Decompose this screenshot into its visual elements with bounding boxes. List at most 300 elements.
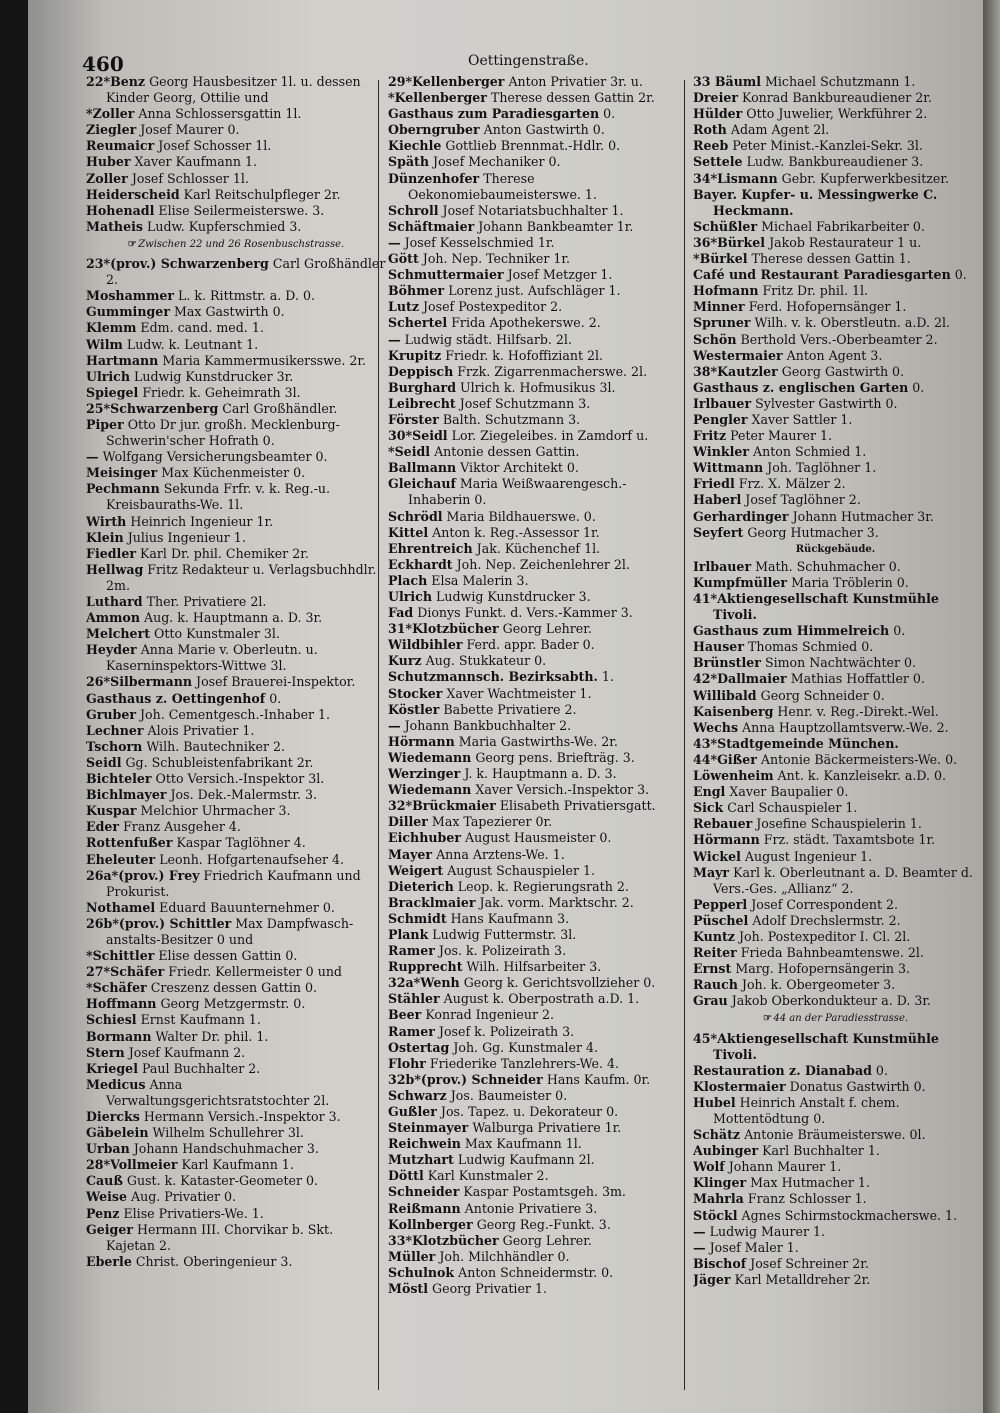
section-subheading: Rückgebäude.	[795, 543, 876, 555]
entry-surname: Ammon	[86, 610, 140, 626]
directory-entry	[388, 1024, 686, 1040]
directory-entry	[86, 74, 386, 106]
entry-surname: Cauß	[86, 1173, 123, 1189]
directory-entry	[86, 369, 386, 385]
directory-entry	[86, 465, 386, 481]
entry-surname: Schäftmaier	[388, 218, 475, 234]
entry-details: Marg. Hofopernsängerin 3.	[731, 961, 911, 977]
directory-entry	[693, 832, 978, 848]
directory-entry	[388, 863, 686, 879]
directory-entry	[86, 138, 386, 154]
entry-details: Paul Buchhalter 2.	[137, 1060, 261, 1076]
entry-details: Anna Marie v. Oberleutn. u. Kaserninspektors-Wittwe 3l.	[106, 642, 318, 674]
entry-details: 0.	[265, 690, 282, 706]
entry-details: Sekunda Frfr. v. k. Reg.-u. Kreisbauraths-We. 1l.	[106, 481, 330, 513]
directory-entry	[693, 154, 978, 170]
entry-details: Otto Versich.-Inspektor 3l.	[151, 771, 325, 787]
directory-entry	[693, 591, 978, 623]
entry-details: Frieda Bahnbeamtenswe. 2l.	[736, 945, 924, 961]
entry-details: Mathias Hoffattler 0.	[786, 671, 925, 687]
directory-entry	[388, 927, 686, 943]
entry-surname: 26a*(prov.) Frey	[86, 867, 200, 883]
directory-entry	[388, 798, 686, 814]
entry-surname: Urban	[86, 1141, 130, 1157]
running-title: Oettingenstraße.	[468, 53, 589, 69]
entry-details: Melchior Uhrmacher 3.	[136, 803, 291, 819]
entry-surname: —	[388, 234, 401, 250]
entry-surname: *Zoller	[86, 106, 135, 122]
entry-surname: *Seidl	[388, 444, 431, 460]
entry-details: Leonh. Hofgartenaufseher 4.	[155, 851, 345, 867]
entry-surname: Gumminger	[86, 304, 170, 320]
entry-details: Georg Lehrer.	[498, 1232, 592, 1248]
entry-details: Peter Maurer 1.	[726, 428, 833, 444]
directory-entry	[388, 122, 686, 138]
directory-entry	[86, 1254, 386, 1270]
entry-details: Anton Privatier 3r. u.	[504, 74, 643, 89]
directory-entry	[86, 1012, 386, 1028]
entry-details: Jak. vorm. Marktschr. 2.	[475, 894, 634, 910]
entry-details: Max Tapezierer 0r.	[427, 814, 553, 830]
entry-surname: Ernst	[693, 961, 732, 977]
directory-page	[28, 0, 983, 1413]
directory-entry	[86, 916, 386, 948]
entry-surname: Gasthaus z. Oettingenhof	[86, 690, 266, 706]
directory-entry	[86, 996, 386, 1012]
directory-entry	[693, 1224, 978, 1240]
entry-details: Joh. Cementgesch.-Inhaber 1.	[136, 706, 331, 722]
directory-entry	[86, 674, 386, 690]
entry-surname: Schutzmannsch. Bezirksabth.	[388, 669, 598, 685]
entry-details: Ludw. Kupferschmied 3.	[142, 218, 302, 234]
entry-details: Franz Ausgeher 4.	[119, 819, 241, 835]
entry-surname: Nothamel	[86, 899, 156, 915]
entry-details: Ther. Privatiere 2l.	[142, 594, 267, 609]
directory-entry	[693, 865, 978, 897]
entry-details: Georg Hutmacher 3.	[743, 524, 879, 540]
entry-surname: Wiedemann	[388, 782, 472, 798]
directory-entry	[86, 803, 386, 819]
entry-surname: Klemm	[86, 320, 137, 336]
entry-surname: Penz	[86, 1205, 120, 1221]
entry-details: Josefine Schauspielerin 1.	[752, 816, 922, 832]
entry-details: Gottlieb Brennmat.-Hdlr. 0.	[441, 138, 621, 154]
entry-surname: Hubel	[693, 1094, 736, 1110]
entry-surname: Heyder	[86, 642, 137, 658]
entry-surname: Hörmann	[693, 832, 760, 848]
entry-details: Jak. Küchenchef 1l.	[472, 540, 601, 556]
entry-surname: 28*Vollmeier	[86, 1157, 178, 1173]
entry-details: Anna Schlossersgattin 1l.	[134, 106, 302, 122]
directory-entry	[86, 771, 386, 787]
directory-entry	[388, 830, 686, 846]
entry-details: Hermann Versich.-Inspektor 3.	[139, 1109, 341, 1124]
directory-entry	[693, 575, 978, 591]
entry-surname: Dieterich	[388, 878, 454, 894]
directory-entry	[388, 74, 686, 90]
entry-surname: Eckhardt	[388, 556, 453, 572]
directory-entry	[693, 623, 978, 639]
entry-details: Carl Schauspieler 1.	[723, 800, 858, 816]
entry-details: Elise Privatiers-We. 1.	[119, 1205, 264, 1221]
directory-entry	[388, 1233, 686, 1249]
entry-details: Karl k. Oberleutnant a. D. Beamter d. Vers.-Ges. „Allianz“ 2.	[713, 864, 973, 896]
entry-details: Gust. k. Kataster-Geometer 0.	[122, 1173, 319, 1189]
entry-details: Wolfgang Versicherungsbeamter 0.	[98, 449, 328, 465]
directory-entry	[86, 514, 386, 530]
directory-entry	[693, 1191, 978, 1207]
entry-details: Johann Hutmacher 3r.	[788, 508, 934, 524]
directory-entry	[388, 154, 686, 170]
directory-entry	[388, 138, 686, 154]
directory-entry	[388, 911, 686, 927]
entry-details: Anna Hauptzollamtsverw.-We. 2.	[738, 719, 949, 735]
entry-surname: *Bürkel	[693, 251, 748, 267]
directory-entry	[86, 106, 386, 122]
entry-details: Franz Schlosser 1.	[743, 1191, 867, 1207]
entry-surname: Fad	[388, 605, 414, 621]
entry-surname: Wiedemann	[388, 749, 472, 765]
entry-surname: Stern	[86, 1044, 125, 1060]
directory-entry	[693, 283, 978, 299]
directory-entry	[388, 750, 686, 766]
entry-surname: Jäger	[693, 1271, 731, 1287]
entry-details: Johann Maurer 1.	[724, 1159, 842, 1175]
entry-surname: Reeb	[693, 138, 729, 154]
entry-details: Therese Oekonomiebaumeisterswe. 1.	[408, 170, 597, 202]
directory-entry	[86, 980, 386, 996]
directory-entry	[693, 671, 978, 687]
entry-details: Hans Kaufm. 0r.	[542, 1071, 651, 1087]
entry-surname: Fritz	[693, 428, 727, 444]
entry-surname: Willibald	[693, 687, 757, 703]
entry-details: Anna Verwaltungsgerichtsratstochter 2l.	[106, 1076, 330, 1108]
entry-surname: Seidl	[86, 754, 122, 770]
entry-surname: 26*Silbermann	[86, 674, 193, 690]
entry-surname: 33*Klotzbücher	[388, 1232, 499, 1248]
entry-surname: —	[693, 1223, 706, 1239]
directory-entry	[388, 235, 686, 251]
entry-surname: Schrödl	[388, 508, 443, 524]
entry-details: Berthold Vers.-Oberbeamter 2.	[736, 331, 938, 347]
entry-surname: Eichhuber	[388, 830, 461, 846]
entry-surname: Schneider	[388, 1184, 460, 1200]
directory-entry	[388, 1104, 686, 1120]
directory-entry	[86, 304, 386, 320]
entry-details: Ludwig Kunstdrucker 3r.	[130, 368, 294, 384]
directory-entry	[86, 171, 386, 187]
entry-details: Ludwig Kaufmann 2l.	[453, 1152, 595, 1168]
entry-details: Anton Schneidermstr. 0.	[454, 1264, 614, 1280]
entry-surname: Spruner	[693, 315, 751, 331]
entry-surname: 25*Schwarzenberg	[86, 400, 219, 416]
directory-entry	[693, 122, 978, 138]
entry-surname: Bayer. Kupfer- u. Messingwerke C. Heckmann.	[693, 186, 938, 218]
entry-surname: Kiechle	[388, 138, 442, 154]
entry-surname: Gerhardinger	[693, 508, 789, 524]
directory-entry	[693, 444, 978, 460]
entry-details: Ludw. Bankbureaudiener 3.	[742, 154, 924, 170]
entry-details: Joh. Milchhändler 0.	[435, 1248, 570, 1264]
entry-details: 0.	[908, 379, 925, 395]
directory-entry	[388, 1152, 686, 1168]
entry-details: 0.	[889, 623, 906, 639]
entry-surname: Ramer	[388, 943, 435, 959]
entry-surname: *Schittler	[86, 948, 155, 964]
entry-details: Ferd. Hofopernsänger 1.	[744, 299, 907, 315]
directory-entry	[693, 639, 978, 655]
directory-entry	[388, 1007, 686, 1023]
entry-surname: Schiesl	[86, 1012, 137, 1028]
entry-details: 0.	[599, 106, 616, 122]
entry-details: Friedrich Kaufmann und Prokurist.	[106, 867, 361, 899]
entry-details: Hans Kaufmann 3.	[446, 910, 570, 926]
directory-entry	[693, 704, 978, 720]
entry-details: Edm. cand. med. 1.	[136, 320, 264, 336]
entry-surname: —	[388, 331, 401, 347]
entry-surname: Schön	[693, 331, 737, 347]
entry-surname: Wilm	[86, 336, 123, 352]
entry-surname: Weigert	[388, 862, 444, 878]
entry-surname: Hofmann	[693, 283, 759, 299]
entry-surname: 26b*(prov.) Schittler	[86, 915, 232, 931]
directory-entry	[693, 800, 978, 816]
entry-details: Karl Reitschulpfleger 2r.	[179, 186, 341, 202]
entry-surname: Ballmann	[388, 460, 457, 476]
entry-surname: Rauch	[693, 977, 738, 993]
entry-details: Alois Privatier 1.	[143, 722, 255, 738]
entry-details: Adolf Drechslermstr. 2.	[748, 912, 901, 928]
directory-entry	[86, 385, 386, 401]
directory-entry	[86, 401, 386, 417]
entry-surname: Döttl	[388, 1168, 424, 1184]
entry-surname: Plach	[388, 572, 428, 588]
entry-surname: Zoller	[86, 170, 128, 186]
entry-surname: Diercks	[86, 1109, 140, 1124]
entry-details: Aug. Stukkateur 0.	[421, 653, 547, 669]
entry-details: Antonie Bräumeisterswe. 0l.	[740, 1127, 926, 1143]
directory-entry	[388, 171, 686, 203]
entry-surname: 45*Aktiengesellschaft Kunstmühle Tivoli.	[693, 1030, 939, 1062]
entry-surname: Roth	[693, 122, 727, 138]
entry-details: Henr. v. Reg.-Direkt.-Wel.	[773, 703, 939, 719]
directory-entry	[388, 251, 686, 267]
entry-details: Jakob Oberkondukteur a. D. 3r.	[727, 993, 932, 1009]
entry-details: Karl Metalldreher 2r.	[730, 1271, 871, 1287]
entry-surname: Ulrich	[388, 589, 433, 604]
entry-details: Leop. k. Regierungsrath 2.	[453, 878, 629, 894]
entry-surname: Flohr	[388, 1055, 426, 1071]
entry-surname: Friedl	[693, 476, 735, 492]
entry-details: Carl Großhändler.	[218, 400, 338, 416]
directory-entry	[388, 444, 686, 460]
entry-surname: —	[86, 449, 99, 465]
entry-surname: 32a*Wenh	[388, 975, 460, 991]
entry-details: Maria Gastwirths-We. 2r.	[454, 733, 618, 749]
entry-surname: 42*Dallmaier	[693, 671, 787, 687]
entry-surname: *Kellenberger	[388, 90, 487, 106]
directory-entry	[388, 1088, 686, 1104]
entry-surname: Klostermaier	[693, 1078, 786, 1094]
entry-surname: Hellwag	[86, 561, 144, 577]
entry-surname: 30*Seidl	[388, 428, 448, 444]
entry-surname: Klein	[86, 529, 124, 545]
directory-entry	[693, 736, 978, 752]
entry-details: Frz. X. Mälzer 2.	[734, 476, 846, 492]
entry-surname: Gasthaus zum Himmelreich	[693, 623, 890, 639]
entry-surname: Hohenadl	[86, 202, 155, 218]
directory-entry	[388, 106, 686, 122]
directory-entry	[388, 975, 686, 991]
entry-surname: Meisinger	[86, 465, 158, 481]
entry-surname: 34*Lismann	[693, 170, 778, 186]
directory-entry	[693, 74, 978, 90]
entry-details: Xaver Wachtmeister 1.	[442, 685, 592, 701]
directory-entry	[86, 642, 386, 674]
entry-surname: Moshammer	[86, 288, 175, 304]
entry-details: Georg Lehrer.	[498, 621, 592, 637]
directory-entry	[693, 492, 978, 508]
entry-details: Georg k. Gerichtsvollzieher 0.	[459, 975, 656, 991]
entry-surname: Eheleuter	[86, 851, 156, 867]
directory-entry	[388, 203, 686, 219]
entry-details: Max Kaufmann 1l.	[460, 1136, 582, 1152]
entry-surname: Bormann	[86, 1028, 152, 1044]
directory-entry	[693, 688, 978, 704]
entry-details: Ludwig städt. Hilfsarb. 2l.	[400, 331, 572, 347]
entry-surname: Ehrentreich	[388, 540, 473, 556]
entry-details: Maria Bildhauerswe. 0.	[442, 508, 596, 524]
entry-details: Christ. Oberingenieur 3.	[131, 1253, 293, 1269]
entry-surname: Möstl	[388, 1281, 429, 1297]
entry-surname: Wickel	[693, 848, 741, 864]
pointing-hand-icon: ☞	[762, 1013, 774, 1025]
entry-surname: Reichwein	[388, 1136, 461, 1152]
directory-entry	[693, 945, 978, 961]
directory-entry	[693, 720, 978, 736]
entry-details: Max Gastwirth 0.	[169, 304, 285, 320]
entry-details: Lor. Ziegeleibes. in Zamdorf u.	[447, 428, 649, 444]
directory-entry	[86, 256, 386, 288]
entry-surname: Wildbihler	[388, 637, 463, 653]
directory-entry	[388, 653, 686, 669]
entry-details: Aug. Privatier 0.	[127, 1189, 237, 1205]
entry-surname: Aubinger	[693, 1143, 759, 1159]
entry-details: Ant. k. Kanzleisekr. a.D. 0.	[773, 768, 947, 784]
entry-details: Dionys Funkt. d. Vers.-Kammer 3.	[413, 605, 633, 621]
entry-details: Jos. Tapez. u. Dekorateur 0.	[436, 1104, 619, 1119]
entry-details: J. k. Hauptmann a. D. 3.	[460, 766, 617, 782]
directory-entry	[388, 686, 686, 702]
directory-entry	[693, 1256, 978, 1272]
entry-details: Frzk. Zigarrenmacherswe. 2l.	[453, 363, 648, 379]
directory-entry	[693, 396, 978, 412]
entry-details: Josef Kesselschmied 1r.	[400, 234, 555, 250]
entry-details: Johann Bankbuchhalter 2.	[400, 717, 572, 733]
adjacent-page-edge	[983, 0, 1000, 1413]
entry-details: Eduard Bauunternehmer 0.	[155, 899, 335, 915]
entry-surname: Hörmann	[388, 733, 455, 749]
directory-entry	[693, 752, 978, 768]
pointing-hand-icon: ☞	[127, 238, 139, 250]
directory-entry	[693, 138, 978, 154]
directory-entry	[86, 530, 386, 546]
entry-surname: Wechs	[693, 719, 739, 735]
entry-details: Max Hutmacher 1.	[746, 1175, 870, 1191]
entry-details: Jos. Dek.-Malermstr. 3.	[166, 787, 318, 803]
directory-entry	[693, 171, 978, 187]
entry-details: August k. Oberpostrath a.D. 1.	[439, 991, 640, 1007]
directory-entry	[86, 1222, 386, 1254]
directory-entry	[388, 1168, 686, 1184]
directory-entry	[388, 1040, 686, 1056]
entry-details: Donatus Gastwirth 0.	[785, 1078, 926, 1094]
entry-details: Wilhelm Schullehrer 3l.	[148, 1125, 304, 1141]
directory-entry	[693, 315, 978, 331]
directory-entry	[388, 718, 686, 734]
directory-entry	[693, 929, 978, 945]
directory-entry	[388, 959, 686, 975]
directory-entry	[388, 364, 686, 380]
entry-surname: Kaisenberg	[693, 703, 774, 719]
entry-surname: Restauration z. Dianabad	[693, 1062, 872, 1078]
entry-details: Jos. Baumeister 0.	[446, 1087, 568, 1103]
entry-surname: Müller	[388, 1248, 436, 1264]
entry-details: 1.	[597, 669, 614, 685]
directory-entry	[693, 655, 978, 671]
entry-surname: Medicus	[86, 1076, 146, 1092]
entry-surname: Ulrich	[86, 368, 131, 384]
directory-entry	[388, 1249, 686, 1265]
entry-surname: Diller	[388, 814, 428, 830]
entry-details: Aug. k. Hauptmann a. D. 3r.	[139, 610, 323, 626]
entry-details: Joh. Taglöhner 1.	[763, 460, 877, 476]
directory-entry	[693, 348, 978, 364]
directory-entry	[86, 1125, 386, 1141]
directory-entry	[693, 913, 978, 929]
entry-surname: Café und Restaurant Paradiesgarten	[693, 267, 951, 283]
entry-details: Maria Weißwaarengesch.-Inhaberin 0.	[408, 476, 627, 508]
entry-surname: Schmuttermaier	[388, 267, 504, 283]
entry-details: Joh. k. Obergeometer 3.	[737, 977, 896, 993]
directory-entry	[388, 299, 686, 315]
entry-surname: Melchert	[86, 626, 151, 642]
entry-surname: Stähler	[388, 991, 440, 1007]
entry-details: Elise dessen Gattin 0.	[154, 948, 298, 964]
entry-surname: 22*Benz	[86, 74, 146, 89]
entry-surname: Ziegler	[86, 122, 137, 138]
entry-details: Georg pens. Briefträg. 3.	[471, 749, 635, 765]
entry-details: Otto Dr jur. großh. Mecklenburg-Schwerin'scher Hofrath 0.	[106, 416, 340, 449]
entry-details: Frz. städt. Taxamtsbote 1r.	[759, 832, 936, 848]
entry-surname: Burghard	[388, 379, 456, 395]
entry-details: Xaver Kaufmann 1.	[130, 154, 257, 170]
directory-entry	[388, 541, 686, 557]
entry-details: Therese dessen Gattin 2r.	[486, 90, 655, 106]
entry-surname: Steinmayer	[388, 1120, 469, 1136]
directory-entry	[693, 1031, 978, 1063]
entry-details: Max Dampfwasch-anstalts-Besitzer 0 und	[106, 915, 354, 947]
entry-surname: Matheis	[86, 218, 143, 234]
entry-surname: Püschel	[693, 912, 749, 928]
directory-entry	[693, 460, 978, 476]
entry-details: Joh. Nep. Techniker 1r.	[418, 251, 571, 267]
directory-entry	[388, 734, 686, 750]
entry-surname: Schertel	[388, 315, 448, 331]
directory-entry	[86, 1189, 386, 1205]
directory-entry	[86, 1141, 386, 1157]
entry-surname: Kumpfmüller	[693, 574, 788, 590]
